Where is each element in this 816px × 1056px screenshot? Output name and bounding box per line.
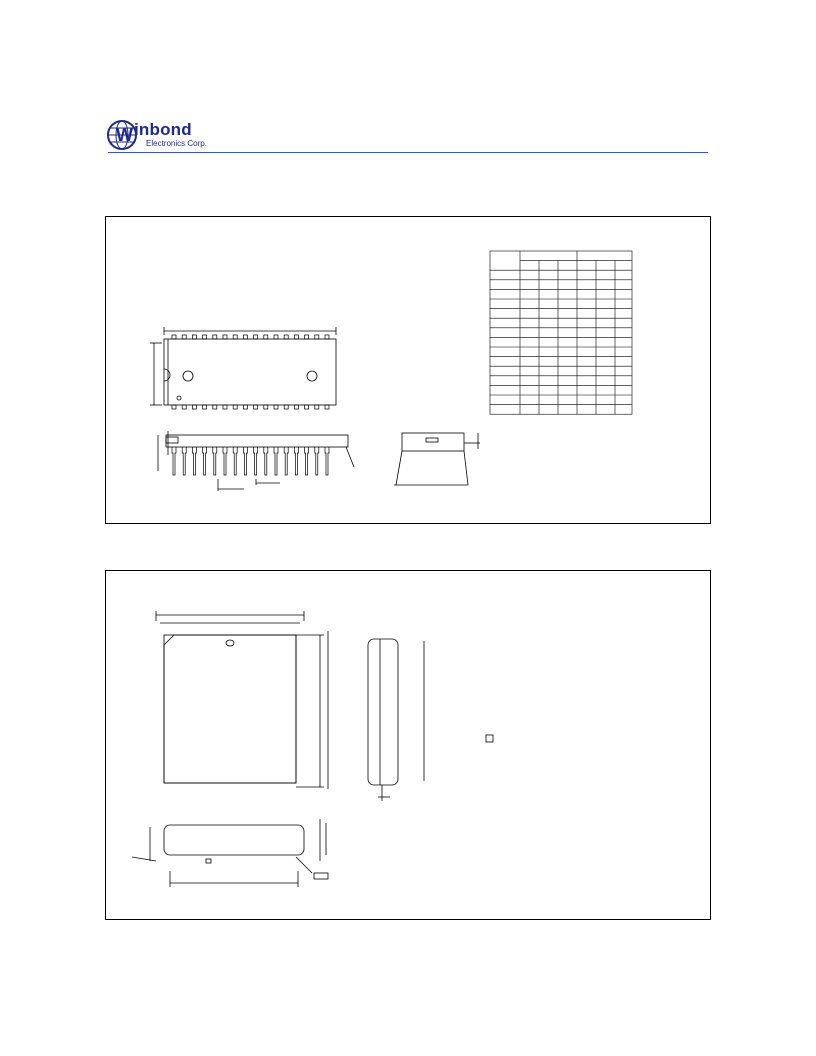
dip-pin bbox=[192, 335, 196, 339]
dip-pin bbox=[264, 405, 268, 409]
dip-top-pins bbox=[172, 335, 329, 339]
dip-pin bbox=[254, 405, 258, 409]
dip-pin bbox=[305, 405, 309, 409]
dip-bottom-pins bbox=[172, 405, 329, 409]
dip-pin bbox=[182, 335, 186, 339]
dip-pin bbox=[182, 405, 186, 409]
logo-initial: W bbox=[116, 125, 133, 145]
dip-lead bbox=[294, 447, 298, 475]
dip-pin bbox=[325, 405, 329, 409]
dip-lead bbox=[274, 447, 278, 475]
dip-lead bbox=[315, 447, 319, 475]
brand-subtitle: Electronics Corp. bbox=[146, 139, 207, 148]
dip-package-drawing bbox=[105, 216, 711, 524]
header-rule bbox=[108, 152, 708, 153]
dip-pin bbox=[233, 405, 237, 409]
dip-pin bbox=[315, 405, 319, 409]
dip-dimension-table bbox=[490, 251, 632, 414]
brand-name: inbond bbox=[134, 120, 192, 139]
dip-pin bbox=[172, 335, 176, 339]
dip-pin bbox=[294, 335, 298, 339]
dip-lead bbox=[325, 447, 329, 475]
dip-pin bbox=[284, 405, 288, 409]
dip-pin bbox=[223, 405, 227, 409]
dip-pin bbox=[223, 335, 227, 339]
dip-lead bbox=[223, 447, 227, 475]
dip-pin bbox=[305, 335, 309, 339]
plcc-package-drawing bbox=[105, 570, 711, 920]
dip-pin bbox=[274, 405, 278, 409]
dip-pin bbox=[264, 335, 268, 339]
dip-drawing-svg bbox=[106, 217, 712, 525]
winbond-logo bbox=[106, 118, 216, 154]
dip-lead bbox=[172, 447, 176, 475]
dip-pin bbox=[203, 405, 207, 409]
dip-pin bbox=[172, 405, 176, 409]
dip-pin bbox=[254, 335, 258, 339]
dip-lead bbox=[305, 447, 309, 475]
dip-side-leads bbox=[172, 447, 329, 475]
dip-lead bbox=[243, 447, 247, 475]
dip-pin bbox=[294, 405, 298, 409]
dip-pin bbox=[274, 335, 278, 339]
dip-pin bbox=[203, 335, 207, 339]
dip-pin bbox=[192, 405, 196, 409]
dip-pin bbox=[315, 335, 319, 339]
dip-lead bbox=[233, 447, 237, 475]
dip-lead bbox=[203, 447, 207, 475]
dip-lead bbox=[254, 447, 258, 475]
dip-pin bbox=[243, 405, 247, 409]
dip-lead bbox=[264, 447, 268, 475]
dip-pin bbox=[233, 335, 237, 339]
dip-pin bbox=[213, 335, 217, 339]
dip-lead bbox=[182, 447, 186, 475]
dip-pin bbox=[243, 335, 247, 339]
dip-lead bbox=[284, 447, 288, 475]
dip-lead bbox=[192, 447, 196, 475]
dip-pin bbox=[325, 335, 329, 339]
dip-lead bbox=[213, 447, 217, 475]
plcc-drawing-svg bbox=[106, 571, 712, 921]
dip-pin bbox=[213, 405, 217, 409]
dip-pin bbox=[284, 335, 288, 339]
